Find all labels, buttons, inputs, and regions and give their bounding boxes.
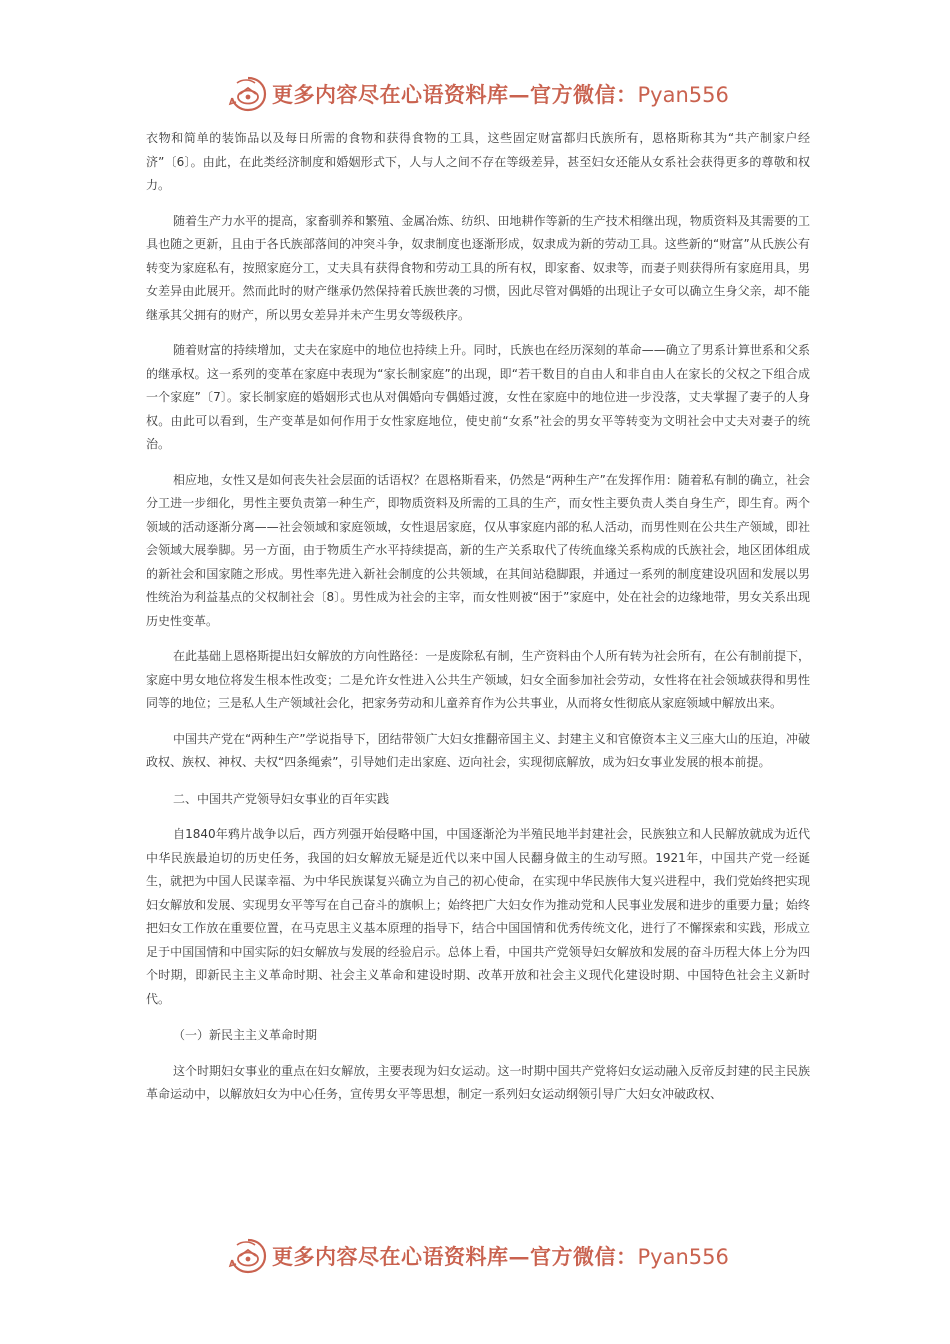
paragraph-5: 在此基础上恩格斯提出妇女解放的方向性路径：一是废除私有制，生产资料由个人所有转为社会所有，在公有制前提下，家庭中男女地位将发生根本性改变；二是允许女性进入公共生产领域，妇女全面参加社会劳动，女性将在社会领域获得和男性同等的地位；三是私人生产领域社会化，把家务劳动和儿童养育作为公共事业，从而将女性彻底从家庭领域中解放出来。 [146,649,810,710]
footer-watermark-banner [0,1232,950,1280]
article-body [146,127,810,1107]
paragraph-7: 自1840年鸦片战争以后，西方列强开始侵略中国，中国逐渐沦为半殖民地半封建社会，民族独立和人民解放就成为近代中华民族最迫切的历史任务，我国的妇女解放无疑是近代以来中国人民翻身做主的生动写照。1921年，中国共产党一经诞生，就把为中国人民谋幸福、为中华民族谋复兴确立为自己的初心使命，在实现中华民族伟大复兴进程中，我们党始终把实现妇女解放和发展、实现男女平等写在自己奋斗的旗帜上；始终把广大妇女作为推动党和人民事业发展和进步的重要力量；始终把妇女工作放在重要位置，在马克思主义基本原理的指导下，结合中国国情和优秀传统文化，进行了不懈探索和实践，形成立足于中国国情和中国实际的妇女解放与发展的经验启示。总体上看，中国共产党领导妇女解放和发展的奋斗历程大体上分为四个时期，即新民主主义革命时期、社会主义革命和建设时期、改革开放和社会主义现代化建设时期、中国特色社会主义新时代。 [146,827,810,1006]
banner-text [272,79,729,109]
section-heading-2: 二、中国共产党领导妇女事业的百年实践 [173,791,390,806]
banner-text-cn: 更多内容尽在心语资料库—官方微信： [272,1244,638,1269]
paragraph-2: 随着生产力水平的提高，家畜驯养和繁殖、金属冶炼、纺织、田地耕作等新的生产技术相继出现，物质资料及其需要的工具也随之更新，且由于各氏族部落间的冲突斗争，奴隶制度也逐渐形成，奴隶成为新的劳动工具。这些新的“财富”从氏族公有转变为家庭私有，按照家庭分工，丈夫具有获得食物和劳动工具的所有权，即家畜、奴隶等，而妻子则获得所有家庭用具，男女差异由此展开。然而此时的财产继承仍然保持着氏族世袭的习惯，因此尽管对偶婚的出现让子女可以确立生身父亲，却不能继承其父拥有的财产，所以男女差异并未产生男女等级秩序。 [146,213,810,322]
banner-text-latin: Pyan556 [637,1245,729,1269]
paragraph-6: 中国共产党在“两种生产”学说指导下，团结带领广大妇女推翻帝国主义、封建主义和官僚资本主义三座大山的压迫，冲破政权、族权、神权、夫权“四条绳索”，引导她们走出家庭、迈向社会，实现彻底解放，成为妇女事业发展的根本前提。 [146,731,810,769]
paragraph-4: 相应地，女性又是如何丧失社会层面的话语权？在恩格斯看来，仍然是“两种生产”在发挥作用：随着私有制的确立，社会分工进一步细化，男性主要负责第一种生产，即物质资料及所需的工具的生产，而女性主要负责人类自身生产，即生育。两个领域的活动逐渐分离——社会领域和家庭领域，女性退居家庭，仅从事家庭内部的私人活动，而男性则在公共生产领域，即社会领域大展拳脚。另一方面，由于物质生产水平持续提高，新的生产关系取代了传统血缘关系构成的氏族社会，地区团体组成的新社会和国家随之形成。男性率先进入新社会制度的公共领域，在其间站稳脚跟，并通过一系列的制度建设巩固和发展以男性统治为利益基点的父权制社会〔8〕。男性成为社会的主宰，而女性则被“困于”家庭中，处在社会的边缘地带，男女关系出现历史性变革。 [146,472,810,628]
banner-text-cn: 更多内容尽在心语资料库—官方微信： [272,82,638,107]
paragraph-8: 这个时期妇女事业的重点在妇女解放，主要表现为妇女运动。这一时期中国共产党将妇女运动融入反帝反封建的民主民族革命运动中，以解放妇女为中心任务，宣传男女平等思想，制定一系列妇女运动纲领引导广大妇女冲破政权、 [146,1063,810,1101]
banner-text [272,1241,729,1271]
brand-logo-icon [228,74,268,114]
header-banner-inner [228,74,729,114]
subsection-heading-1: （一）新民主主义革命时期 [173,1028,318,1042]
brand-logo-icon [228,1236,268,1276]
paragraph-1: 衣物和简单的装饰品以及每日所需的食物和获得食物的工具，这些固定财富都归氏族所有，恩格斯称其为“共产制家户经济”〔6〕。由此，在此类经济制度和婚姻形式下，人与人之间不存在等级差异，甚至妇女还能从女系社会获得更多的尊敬和权力。 [146,131,810,192]
paragraph-3: 随着财富的持续增加，丈夫在家庭中的地位也持续上升。同时，氏族也在经历深刻的革命——确立了男系计算世系和父系的继承权。这一系列的变革在家庭中表现为“家长制家庭”的出现，即“若干数目的自由人和非自由人在家长的父权之下组合成一个家庭”〔7〕。家长制家庭的婚姻形式也从对偶婚向专偶婚过渡，女性在家庭中的地位进一步没落，丈夫掌握了妻子的人身权。由此可以看到，生产变革是如何作用于女性家庭地位，使史前“女系”社会的男女平等转变为文明社会中丈夫对妻子的统治。 [146,343,810,451]
footer-banner-inner [228,1236,729,1276]
header-watermark-banner [0,70,950,118]
banner-text-latin: Pyan556 [637,83,729,107]
